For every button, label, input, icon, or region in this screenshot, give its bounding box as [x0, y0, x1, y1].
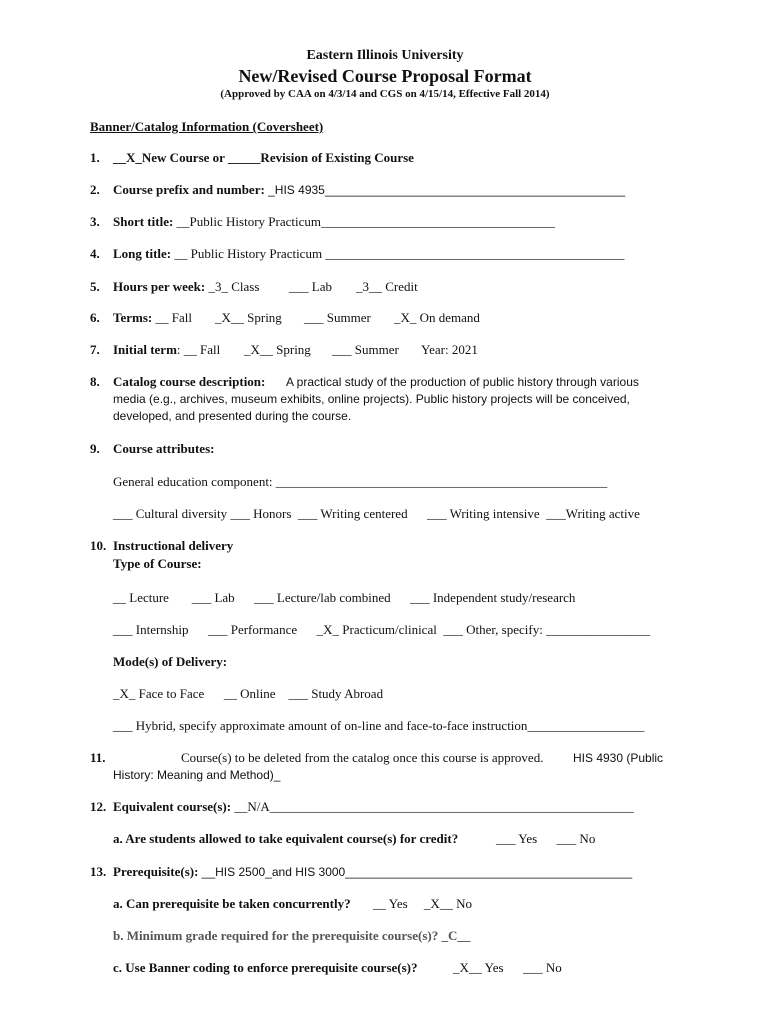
university-name: Eastern Illinois University — [306, 48, 464, 63]
courses-to-delete-label: Course(s) to be deleted from the catalog once this course is approved. — [181, 750, 544, 765]
equivalent-credit-answer: ___ Yes ___ No — [496, 831, 596, 846]
approval-note: (Approved by CAA on 4/3/14 and CGS on 4/15/14, Effective Fall 2014) — [220, 88, 550, 100]
hours-class: _3_ Class — [205, 279, 260, 294]
hours-credit: _3__ Credit — [356, 279, 418, 294]
catalog-description-line-2: media (e.g., archives, museum exhibits, online projects). Public history projects will be conceived, — [113, 392, 630, 406]
document-title: New/Revised Course Proposal Format — [238, 66, 532, 86]
item-number: 8. — [90, 374, 100, 389]
item-number: 1. — [90, 150, 100, 165]
equivalent-courses-label: Equivalent course(s): — [113, 799, 232, 814]
item-number: 6. — [90, 310, 100, 325]
course-attributes-label: Course attributes: — [113, 441, 215, 456]
catalog-description-line-1: A practical study of the production of public history through various — [286, 375, 639, 389]
short-title-label: Short title: — [113, 214, 174, 229]
new-or-revision: __X_New Course or _____Revision of Existing Course — [113, 150, 414, 165]
item-number: 5. — [90, 279, 100, 294]
terms-label: Terms: — [113, 310, 153, 325]
courses-to-delete-value: HIS 4930 (Public — [573, 751, 664, 765]
delivery-mode-label: Mode(s) of Delivery: — [113, 654, 228, 669]
item-number: 10. — [90, 538, 107, 553]
item-number: 2. — [90, 182, 100, 197]
banner-coding-question: c. Use Banner coding to enforce prerequisite course(s)? — [113, 960, 418, 975]
terms-summer: ___ Summer — [304, 310, 371, 325]
concurrent-question: a. Can prerequisite be taken concurrently? — [113, 896, 351, 911]
long-title-value: __ Public History Practicum ______________________________________________ — [171, 246, 625, 261]
item-number: 4. — [90, 246, 100, 261]
minimum-grade-question: b. Minimum grade required for the prerequisite course(s)? _C__ — [113, 928, 471, 943]
catalog-description-line-3: developed, and presented during the course. — [113, 409, 352, 423]
course-type-options-1: __ Lecture ___ Lab ___ Lecture/lab combined ___ Independent study/research — [113, 590, 576, 605]
initial-term-spring: _X__ Spring — [244, 342, 311, 357]
catalog-description-label: Catalog course description: — [113, 374, 266, 389]
item-number: 3. — [90, 214, 100, 229]
course-number-value: _HIS 4935_____________________________________________ — [264, 183, 626, 197]
instructional-delivery-label: Instructional delivery — [113, 538, 234, 553]
hours-lab: ___ Lab — [289, 279, 332, 294]
initial-term-fall: : __ Fall — [176, 342, 221, 357]
equivalent-courses-value: __N/A________________________________________________________ — [231, 799, 634, 814]
initial-term-label: Initial term — [113, 342, 177, 357]
item-number: 11. — [90, 750, 106, 765]
prerequisites-value: __HIS 2500_and HIS 3000___________________________________________ — [198, 865, 633, 879]
hybrid-option: ___ Hybrid, specify approximate amount of on-line and face-to-face instruction__________________ — [113, 718, 645, 733]
terms-on-demand: _X_ On demand — [394, 310, 480, 325]
gen-ed-component: General education component: ___________________________________________________ — [113, 474, 608, 489]
item-number: 13. — [90, 864, 107, 879]
delivery-mode-options: _X_ Face to Face __ Online ___ Study Abroad — [113, 686, 384, 701]
course-number-label: Course prefix and number: — [113, 182, 265, 197]
courses-to-delete-value-cont: History: Meaning and Method)_ — [113, 768, 281, 782]
type-of-course-label: Type of Course: — [113, 556, 202, 571]
short-title-value: __Public History Practicum____________________________________ — [173, 214, 555, 229]
item-number: 9. — [90, 441, 100, 456]
equivalent-credit-question: a. Are students allowed to take equivalent course(s) for credit? — [113, 831, 459, 846]
concurrent-answer: __ Yes _X__ No — [373, 896, 472, 911]
terms-fall: __ Fall — [152, 310, 192, 325]
hours-label: Hours per week: — [113, 279, 206, 294]
item-number: 12. — [90, 799, 107, 814]
long-title-label: Long title: — [113, 246, 172, 261]
item-number: 7. — [90, 342, 100, 357]
prerequisites-label: Prerequisite(s): — [113, 864, 199, 879]
banner-coding-answer: _X__ Yes ___ No — [453, 960, 562, 975]
terms-spring: _X__ Spring — [215, 310, 282, 325]
course-type-options-2: ___ Internship ___ Performance _X_ Practicum/clinical ___ Other, specify: ________________ — [113, 622, 651, 637]
initial-term-summer: ___ Summer — [332, 342, 399, 357]
attribute-options: ___ Cultural diversity ___ Honors ___ Writing centered ___ Writing intensive ___Writing active — [113, 506, 640, 521]
initial-term-year: Year: 2021 — [421, 342, 478, 357]
section-heading: Banner/Catalog Information (Coversheet) — [90, 119, 324, 134]
